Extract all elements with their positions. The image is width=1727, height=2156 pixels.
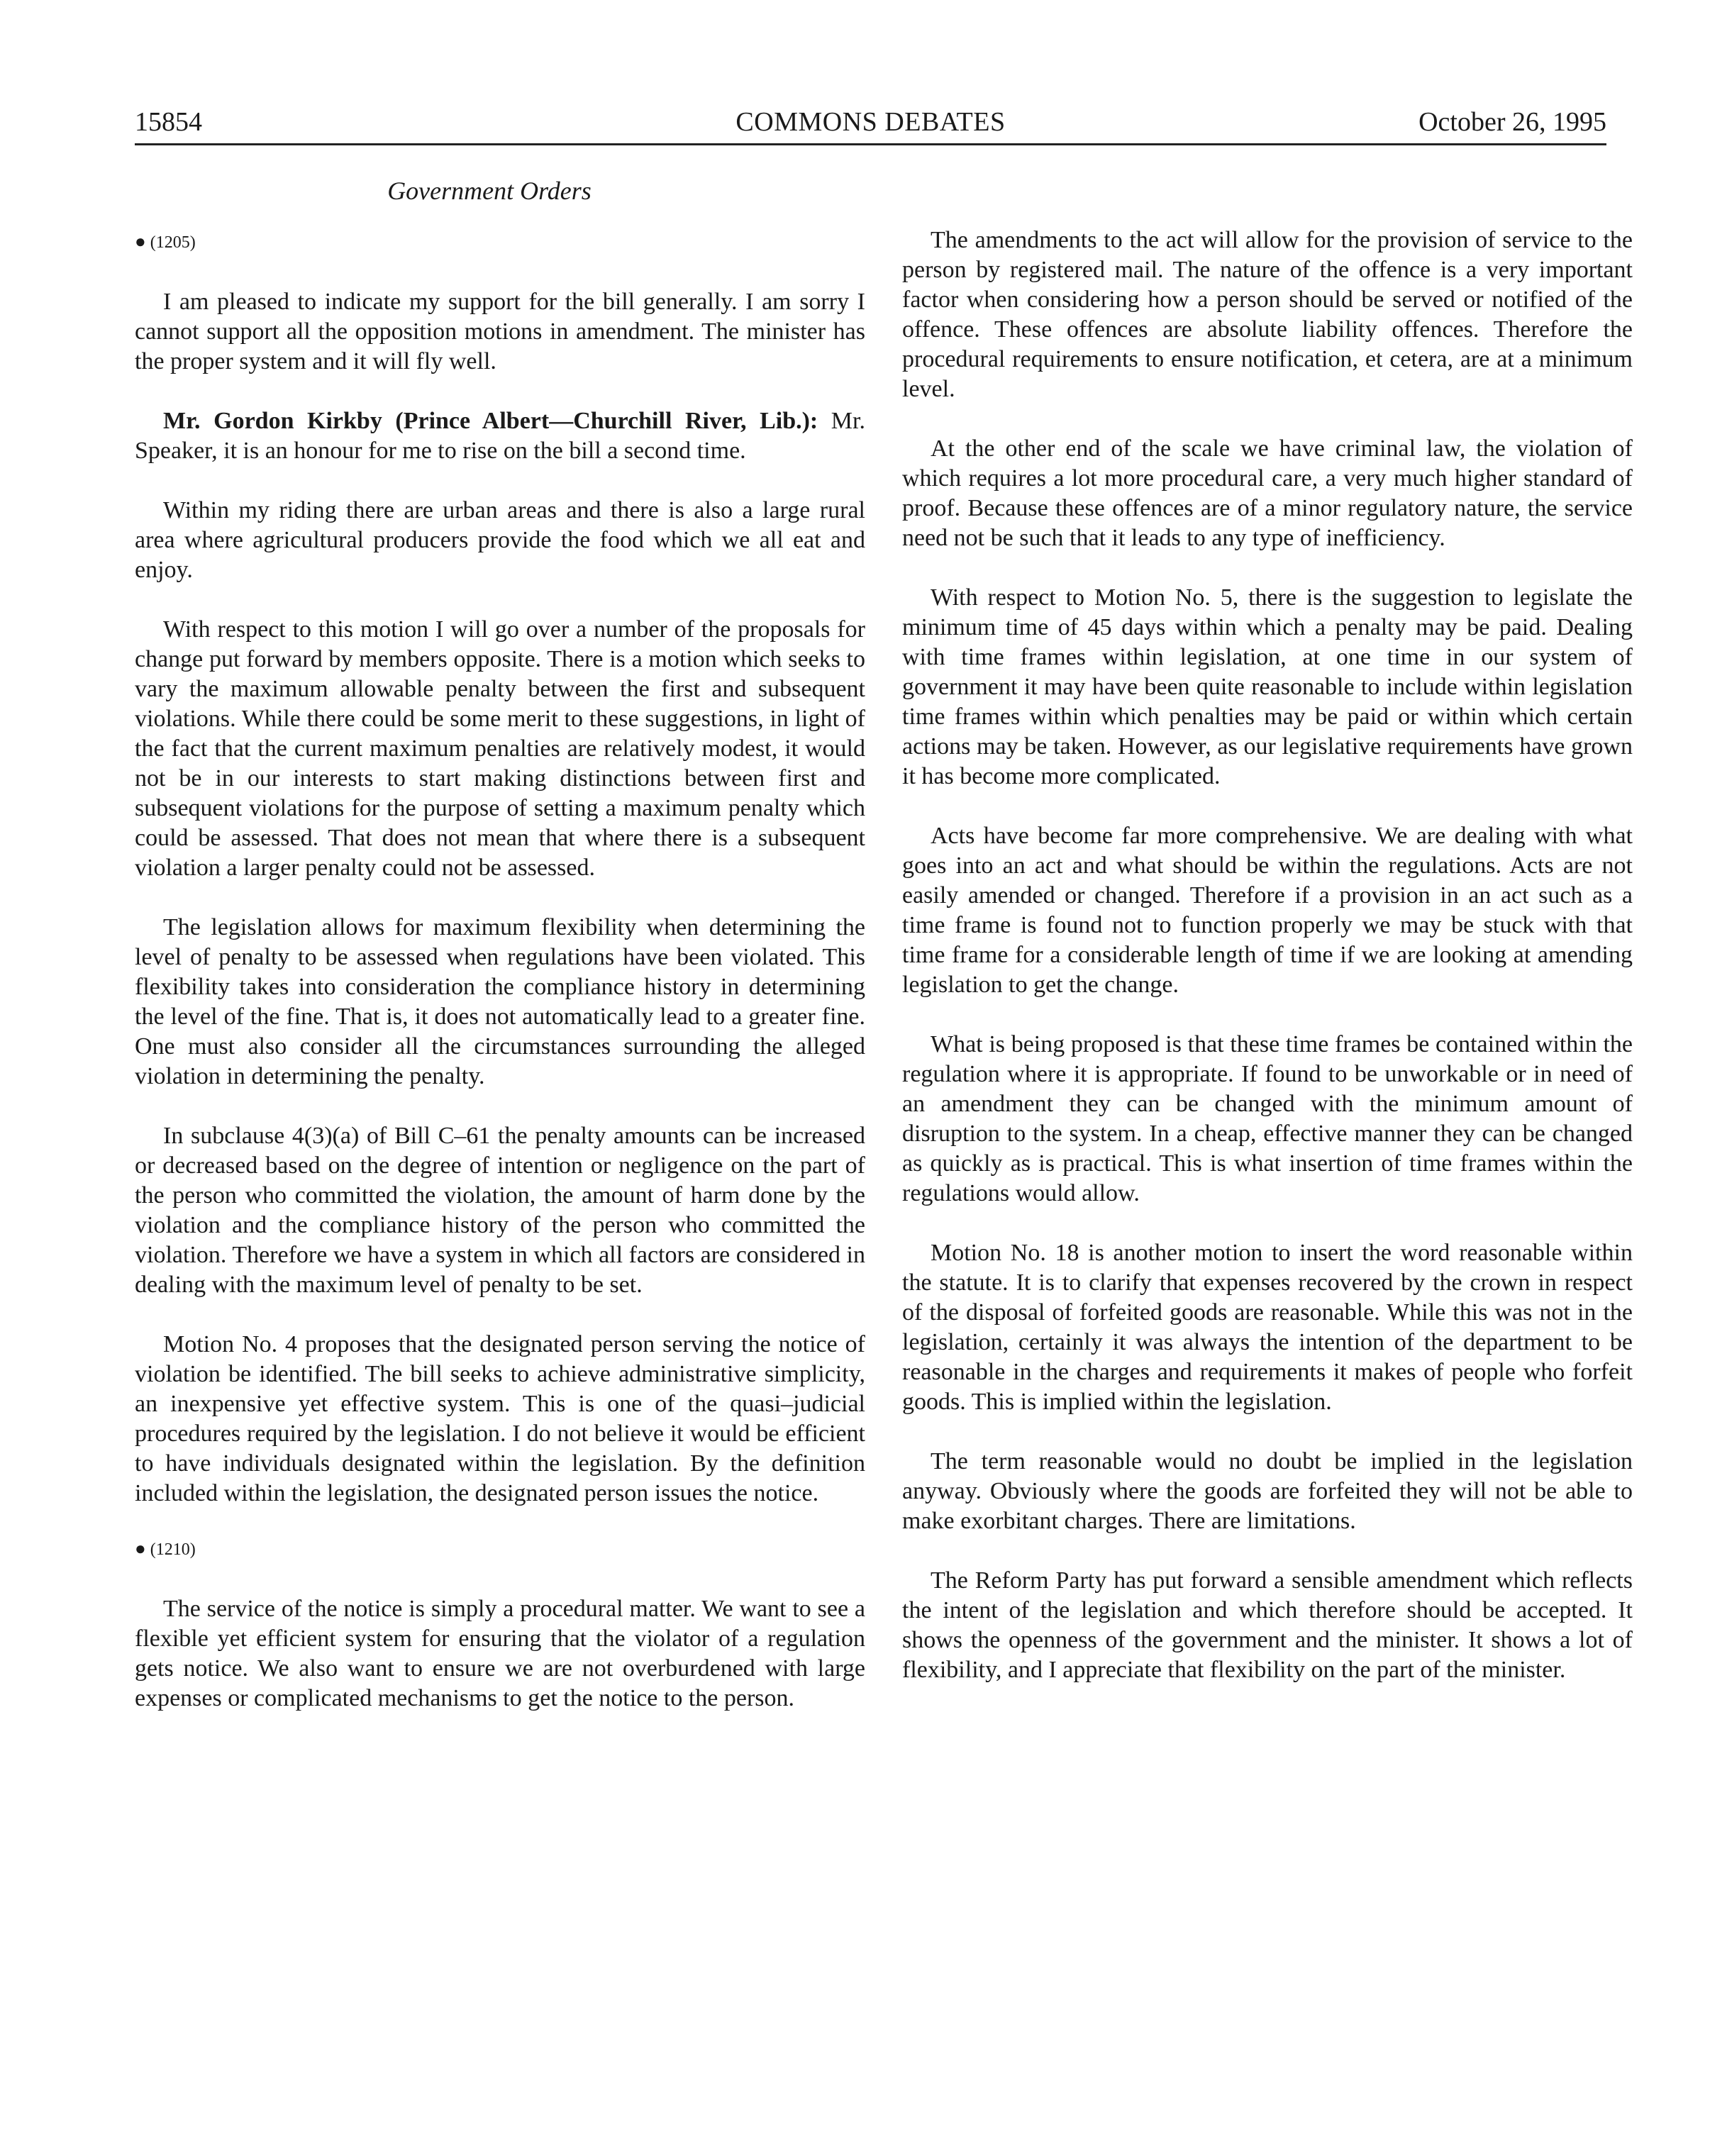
section-label: Government Orders [387,177,592,205]
timestamp-marker [135,231,865,253]
publication-date: October 26, 1995 [1418,107,1606,137]
paragraph: At the other end of the scale we have criminal law, the violation of which requires a lot more procedural care, a very much higher standard of proof. Because these offences are of a minor regulatory nature, the service need not be such that it leads to any type of inefficiency. [902,435,1633,551]
right-column [902,226,1633,1715]
paragraph: The Reform Party has put forward a sensible amendment which reflects the intent of the legislation and which therefore should be accepted. It shows the openness of the government and the minister. It shows a lot of flexibility, and I appreciate that flexibility on the part of the minister. [902,1567,1633,1683]
left-column [135,226,865,1743]
bullet-icon: ● [135,231,146,252]
paragraph: The term reasonable would no doubt be implied in the legislation anyway. Obviously where the goods are forfeited they will not be able to make exorbitant charges. There are limitations. [902,1448,1633,1534]
paragraph: The amendments to the act will allow for the provision of service to the person by registered mail. The nature of the offence is a very important factor when considering how a person should be served or notified of the offence. These offences are absolute liability offences. Therefore the procedural requirements to ensure notification, et cetera, are at a minimum level. [902,227,1633,402]
paragraph: Acts have become far more comprehensive. We are dealing with what goes into an act and what should be within the regulations. Acts are not easily amended or changed. Therefore if a provision in an act such as a time frame is found not to function properly we may be stuck with that time frame for a considerable length of time if we are looking at amending legislation to get the change. [902,823,1633,998]
paragraph: In subclause 4(3)(a) of Bill C–61 the penalty amounts can be increased or decreased based on the degree of intention or negligence on the part of the person who committed the violation, the amount of harm done by the violation and the compliance history of the person who committed the violation. Therefore we have a system in which all factors are considered in dealing with the maximum level of penalty to be set. [135,1123,865,1298]
paragraph: What is being proposed is that these time frames be contained within the regulation where it is appropriate. If found to be unworkable or in need of an amendment they can be changed with the minimum amount of disruption to the system. In a cheap, effective manner they can be changed as quickly as is practical. This is what insertion of time frames within the regulations would allow. [902,1031,1633,1206]
publication-title: COMMONS DEBATES [735,107,1006,137]
paragraph: With respect to Motion No. 5, there is the suggestion to legislate the minimum time of 45 days within which a penalty may be paid. Dealing with time frames within legislation, at one time in our system of government it may have been quite reasonable to include within legislation time frames within which penalties may be paid or within which certain actions may be taken. However, as our legislative requirements have grown it has become more complicated. [902,584,1633,789]
page-header [135,106,1606,145]
paragraph: The service of the notice is simply a procedural matter. We want to see a flexible yet efficient system for ensuring that the violator of a regulation gets notice. We also want to ensure we are not overburdened with large expenses or complicated mechanisms to get the notice to the person. [135,1596,865,1711]
paragraph: Motion No. 18 is another motion to insert the word reasonable within the statute. It is to clarify that expenses recovered by the crown in respect of the disposal of forfeited goods are reasonable. While this was not in the legislation, certainly it was always the intention of the department to be reasonable in the charges and requirements it makes of people who forfeit goods. This is implied within the legislation. [902,1240,1633,1415]
paragraph: Within my riding there are urban areas and there is also a large rural area where agricultural producers provide the food which we all eat and enjoy. [135,497,865,583]
paragraph: With respect to this motion I will go over a number of the proposals for change put forward by members opposite. There is a motion which seeks to vary the maximum allowable penalty between the first and subsequent violations. While there could be some merit to these suggestions, in light of the fact that the current maximum penalties are relatively modest, it would not be in our interests to start making distinctions between first and subsequent violations for the purpose of setting a maximum penalty which could be assessed. That does not mean that where there is a subsequent violation a larger penalty could not be assessed. [135,616,865,881]
speaker-name: Mr. Gordon Kirkby (Prince Albert—Churchill River, Lib.): [163,408,818,434]
speaker-text: Mr. Speaker, it is an honour for me to rise on the bill a second time. [135,408,865,464]
paragraph: The legislation allows for maximum flexibility when determining the level of penalty to be assessed when regulations have been violated. This flexibility takes into consideration the compliance history in determining the level of the fine. That is, it does not automatically lead to a greater fine. One must also consider all the circumstances surrounding the alleged violation in determining the penalty. [135,914,865,1089]
paragraph: I am pleased to indicate my support for the bill generally. I am sorry I cannot support all the opposition motions in amendment. The minister has the proper system and it will fly well. [135,289,865,374]
bullet-icon: ● [135,1538,146,1559]
speaker-paragraph [135,406,865,466]
page-number: 15854 [135,107,202,137]
timestamp-text: (1205) [150,233,196,252]
timestamp-text: (1210) [150,1540,196,1559]
paragraph: Motion No. 4 proposes that the designated person serving the notice of violation be identified. The bill seeks to achieve administrative simplicity, an inexpensive yet effective system. This is one of the quasi–judicial procedures required by the legislation. I do not believe it would be efficient to have individuals designated within the legislation. By the definition included within the legislation, the designated person issues the notice. [135,1331,865,1506]
timestamp-marker [135,1538,865,1560]
